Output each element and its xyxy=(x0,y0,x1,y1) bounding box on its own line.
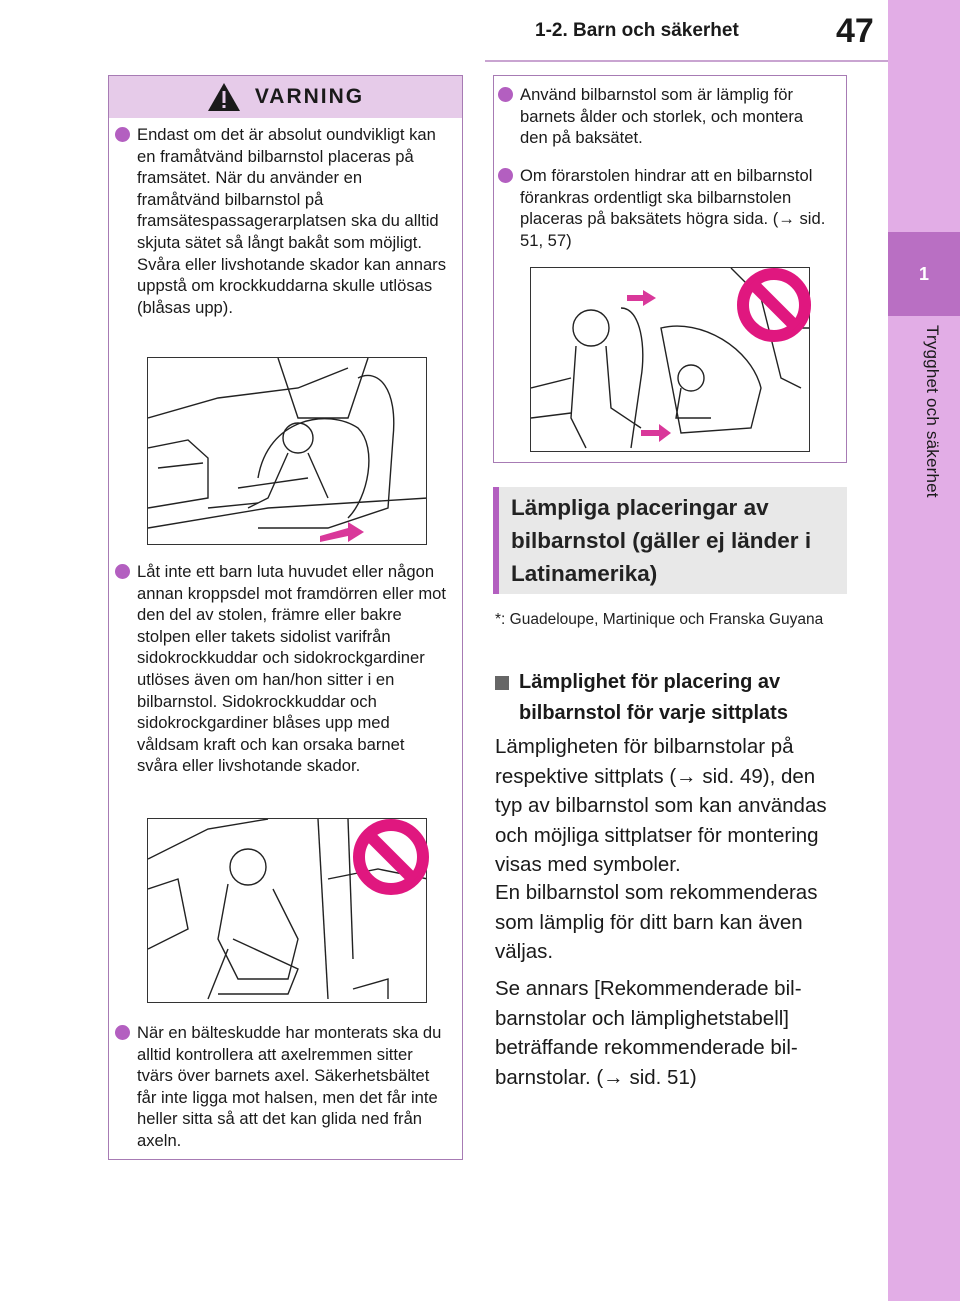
footnote-marker: *: xyxy=(495,611,506,628)
child-seat-front-drawing xyxy=(148,358,427,545)
right-bullet-2 xyxy=(520,165,835,251)
bullet-dot-icon xyxy=(498,87,513,102)
right-bullet-1 xyxy=(520,84,835,149)
warning-bullet-text: Endast om det är absolut oundvikligt kan en framåtvänd bilbarnstol placeras på framsätet. När du använder en framåtvänd bilbarnstol på framsätespassagerarplatsen ska du alltid skjuta sätet så långt bakåt som möjligt. Svåra eller livshotande skador kan annars uppstå om krockkuddarna skulle utlösas (blåsas upp). xyxy=(137,125,447,317)
footnote-text: Guadeloupe, Martinique och Franska Guyana xyxy=(509,611,824,628)
warning-bullet-text: När en bälteskudde har monterats ska du alltid kontrollera att axelremmen sitter tvärs över barnets axel. Säkerhetsbältet får inte ligga mot halsen, men det får inte heller sitta så att det kan glida ned från axeln. xyxy=(137,1023,442,1150)
body-paragraph-3: Se annars [Rekommenderade bilbarnstolar och lämplighetstabell] beträffande rekommenderade bilbarnstolar. (→ sid. 51) xyxy=(495,977,802,1089)
chapter-number[interactable]: 1 xyxy=(888,232,960,316)
side-tab xyxy=(888,0,960,1301)
right-bullet-text: Använd bilbarnstol som är lämplig för barnets ålder och storlek, och montera den på baksätet. xyxy=(520,85,804,148)
page-number: 47 xyxy=(836,12,874,50)
section-title-block xyxy=(493,487,847,594)
warning-bullet-text: Låt inte ett barn luta huvudet eller någon annan kroppsdel mot framdörren eller mot den del av stolen, främre eller bakre stolpen eller takets sidolist varifrån sidokrockkuddar och sidokrockgardiner utlöses även om han/hon sitter i en bilbarnstol. Sidokrockkuddar och sidokrockgardiner blåses upp med våldsam kraft och kan orsaka barnet svåra eller livshotande skador. xyxy=(137,562,446,776)
section-header: 1-2. Barn och säkerhet xyxy=(535,20,739,41)
bullet-dot-icon xyxy=(115,1025,130,1040)
section-title-bar xyxy=(493,487,499,594)
warning-triangle-icon xyxy=(207,82,241,112)
body-paragraph-1: Lämpligheten för bilbarnstolar på respektive sittplats (→ sid. 49), den typ av bilbarnstol som kan användas och möjliga sittplatser för montering visas med symboler. xyxy=(495,735,827,876)
warning-header xyxy=(109,76,462,118)
body-paragraph-2: En bilbarnstol som rekommenderas som lämplig för ditt barn kan även väljas. xyxy=(495,881,818,963)
subsection-heading xyxy=(495,667,835,729)
square-bullet-icon xyxy=(495,676,509,690)
bullet-dot-icon xyxy=(115,127,130,142)
chapter-label: Trygghet och säkerhet xyxy=(923,325,942,498)
warning-bullet-2 xyxy=(137,561,449,777)
warning-bullet-3 xyxy=(137,1022,449,1152)
bullet-dot-icon xyxy=(498,168,513,183)
illustration-front-child-seat xyxy=(147,357,427,545)
section-title: Lämpliga placeringar av bilbarnstol (gäller ej länder i Latinamerika) xyxy=(511,495,812,586)
prohibition-icon xyxy=(736,267,812,343)
subsection-title: Lämplighet för placering av bilbarnstol för varje sittplats xyxy=(519,671,788,724)
prohibition-icon xyxy=(352,818,430,896)
right-bullet-text: Om förarstolen hindrar att en bilbarnstol förankras ordentligt ska bilbarnstolen placeras på baksätets högra sida. (→ sid. 51, 57) xyxy=(520,166,826,250)
bullet-dot-icon xyxy=(115,564,130,579)
footnote xyxy=(495,609,835,631)
header-rule xyxy=(485,60,888,62)
warning-title: VARNING xyxy=(254,85,365,108)
warning-bullet-1 xyxy=(137,124,449,318)
